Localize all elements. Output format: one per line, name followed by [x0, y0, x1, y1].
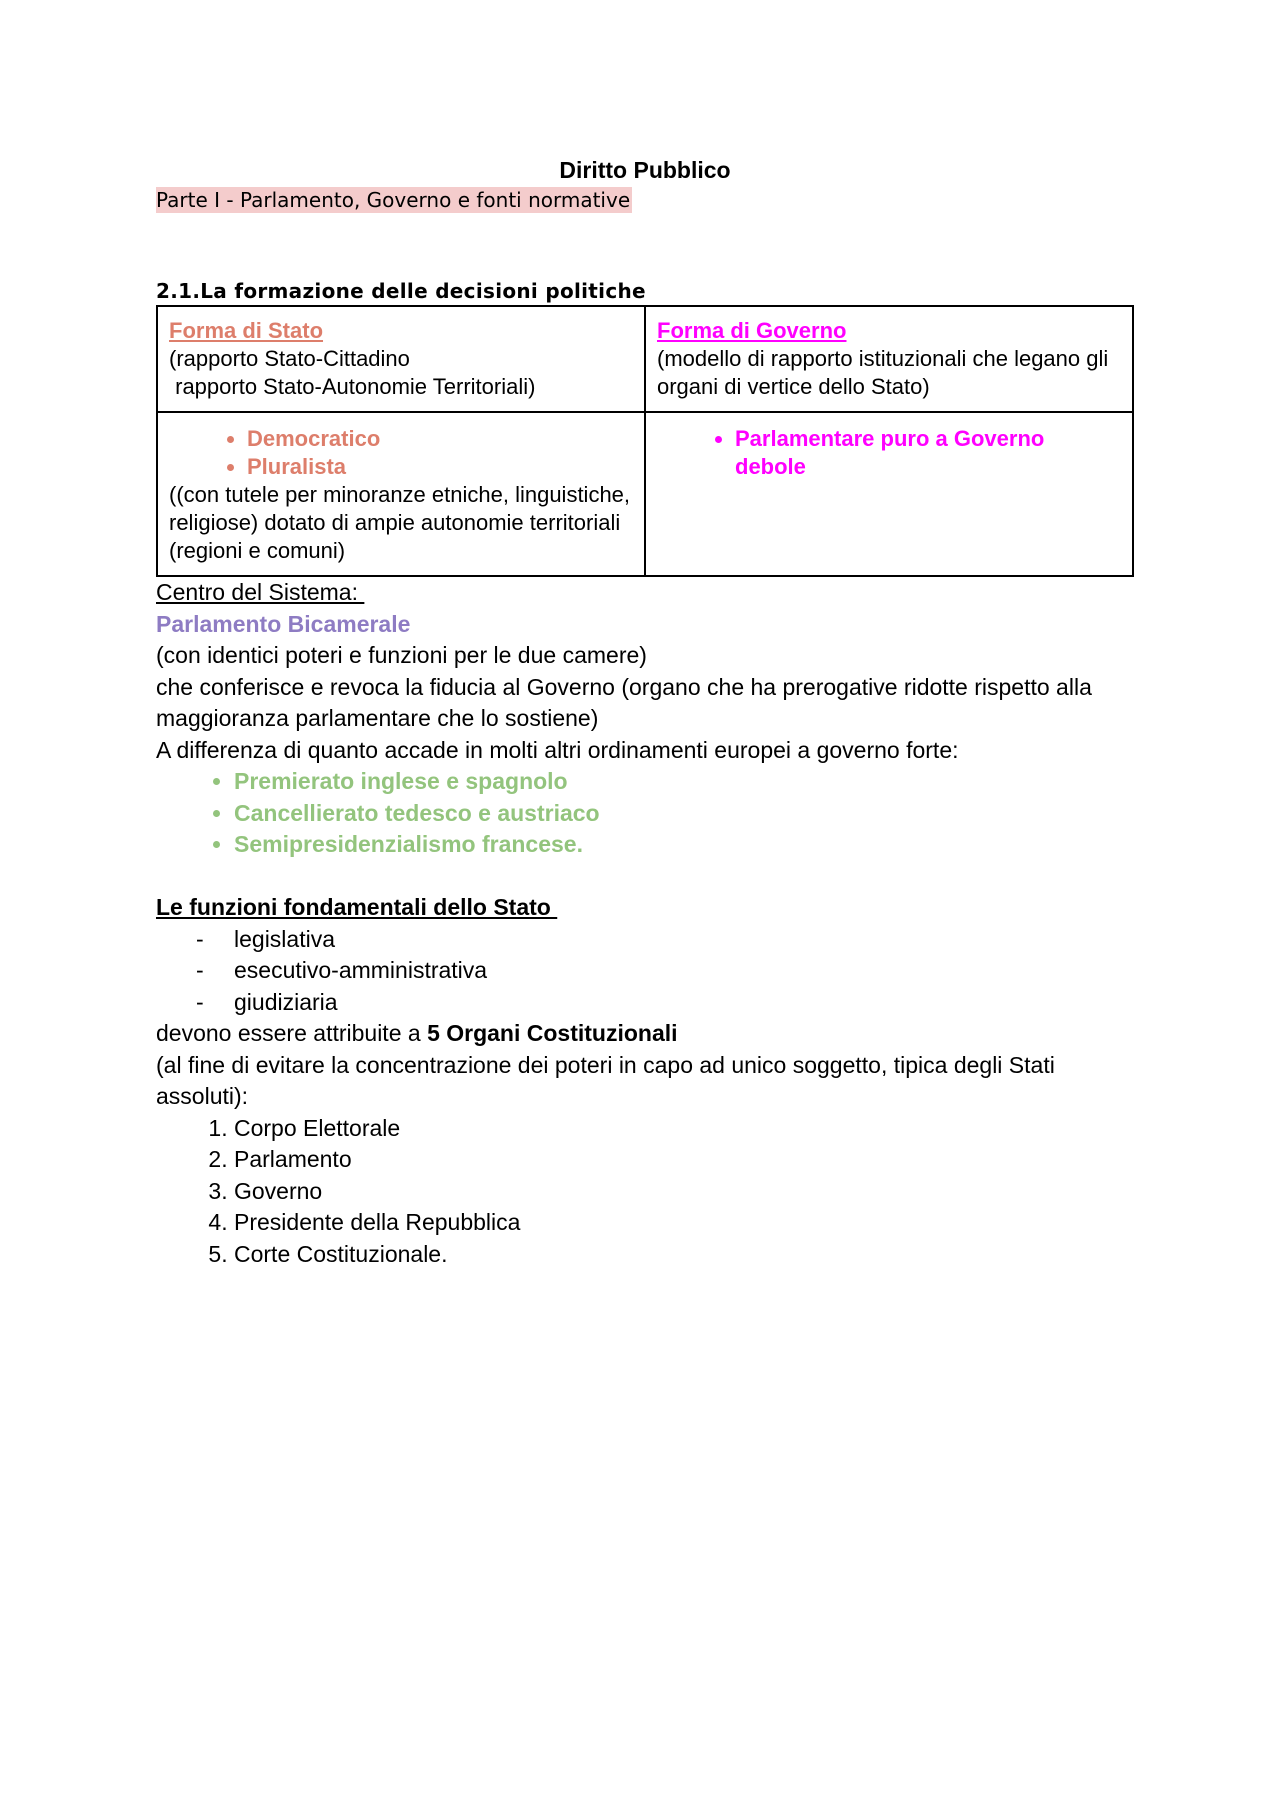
- fine-text: (al fine di evitare la concentrazione dei poteri in capo ad unico soggetto, tipica degli Stati assoluti):: [156, 1051, 1055, 1109]
- cell-forma-di-governo: [645, 306, 1133, 412]
- attribuite-text: [156, 1018, 1134, 1050]
- list-item: - legislativa: [156, 924, 1134, 956]
- cell-governo-items: [645, 412, 1133, 576]
- list-item: 1. Corpo Elettorale: [234, 1113, 1134, 1145]
- cell-forma-di-stato: [157, 306, 645, 412]
- list-item: 4. Presidente della Repubblica: [234, 1207, 1134, 1239]
- forma-di-stato-title: Forma di Stato: [169, 318, 324, 343]
- forma-di-governo-title: Forma di Governo: [657, 318, 847, 343]
- list-item: - giudiziaria: [156, 987, 1134, 1019]
- forma-di-stato-desc-2: rapporto Stato-Autonomie Territoriali): [169, 374, 536, 399]
- list-item: 3. Governo: [234, 1176, 1134, 1208]
- funzioni-heading: Le funzioni fondamentali dello Stato: [156, 894, 558, 920]
- differenza-text: A differenza di quanto accade in molti altri ordinamenti europei a governo forte:: [156, 736, 959, 763]
- organi-list: [156, 1113, 1134, 1271]
- list-item: • Cancellierato tedesco e austriaco: [234, 798, 1134, 830]
- list-item: 2. Parlamento: [234, 1144, 1134, 1176]
- document-page: [156, 153, 1134, 1270]
- blank-line: [156, 861, 1134, 893]
- list-item: 5. Corte Costituzionale.: [234, 1239, 1134, 1271]
- document-title: Diritto Pubblico: [559, 157, 731, 183]
- funzioni-list: [156, 924, 1134, 1019]
- centro-del-sistema-label: Centro del Sistema:: [156, 579, 365, 605]
- stato-list: [169, 425, 633, 481]
- table-header-row: [157, 306, 1133, 412]
- list-item: • Semipresidenzialismo francese.: [234, 829, 1134, 861]
- list-item: • Parlamentare puro a Governo debole: [735, 425, 1121, 481]
- list-item: • Premierato inglese e spagnolo: [234, 766, 1134, 798]
- stato-note: ((con tutele per minoranze etniche, linguistiche, religiose) dotato di ampie autonomie territoriali (regioni e comuni): [169, 482, 631, 563]
- governi-forti-list: [156, 766, 1134, 861]
- fiducia-text: che conferisce e revoca la fiducia al Governo (organo che ha prerogative ridotte rispetto alla maggioranza parlamentare che lo sostiene): [156, 673, 1092, 731]
- list-item: • Pluralista: [247, 453, 633, 481]
- forms-table: [156, 305, 1134, 577]
- forma-di-governo-desc: (modello di rapporto istituzionali che legano gli organi di vertice dello Stato): [657, 346, 1109, 399]
- table-body-row: [157, 412, 1133, 576]
- attribuite-prefix: devono essere attribuite a: [156, 1020, 428, 1046]
- parlamento-bicamerale: Parlamento Bicamerale: [156, 610, 411, 637]
- governo-list: [657, 425, 1121, 481]
- poteri-text: (con identici poteri e funzioni per le due camere): [156, 642, 647, 668]
- section-heading: 2.1.La formazione delle decisioni politiche: [156, 279, 646, 303]
- attribuite-bold: 5 Organi Costituzionali: [427, 1020, 678, 1046]
- list-item: - esecutivo-amministrativa: [156, 955, 1134, 987]
- cell-stato-items: [157, 412, 645, 576]
- list-item: • Democratico: [247, 425, 633, 453]
- document-subtitle: Parte I - Parlamento, Governo e fonti normative: [156, 188, 631, 212]
- forma-di-stato-desc-1: (rapporto Stato-Cittadino: [169, 346, 410, 371]
